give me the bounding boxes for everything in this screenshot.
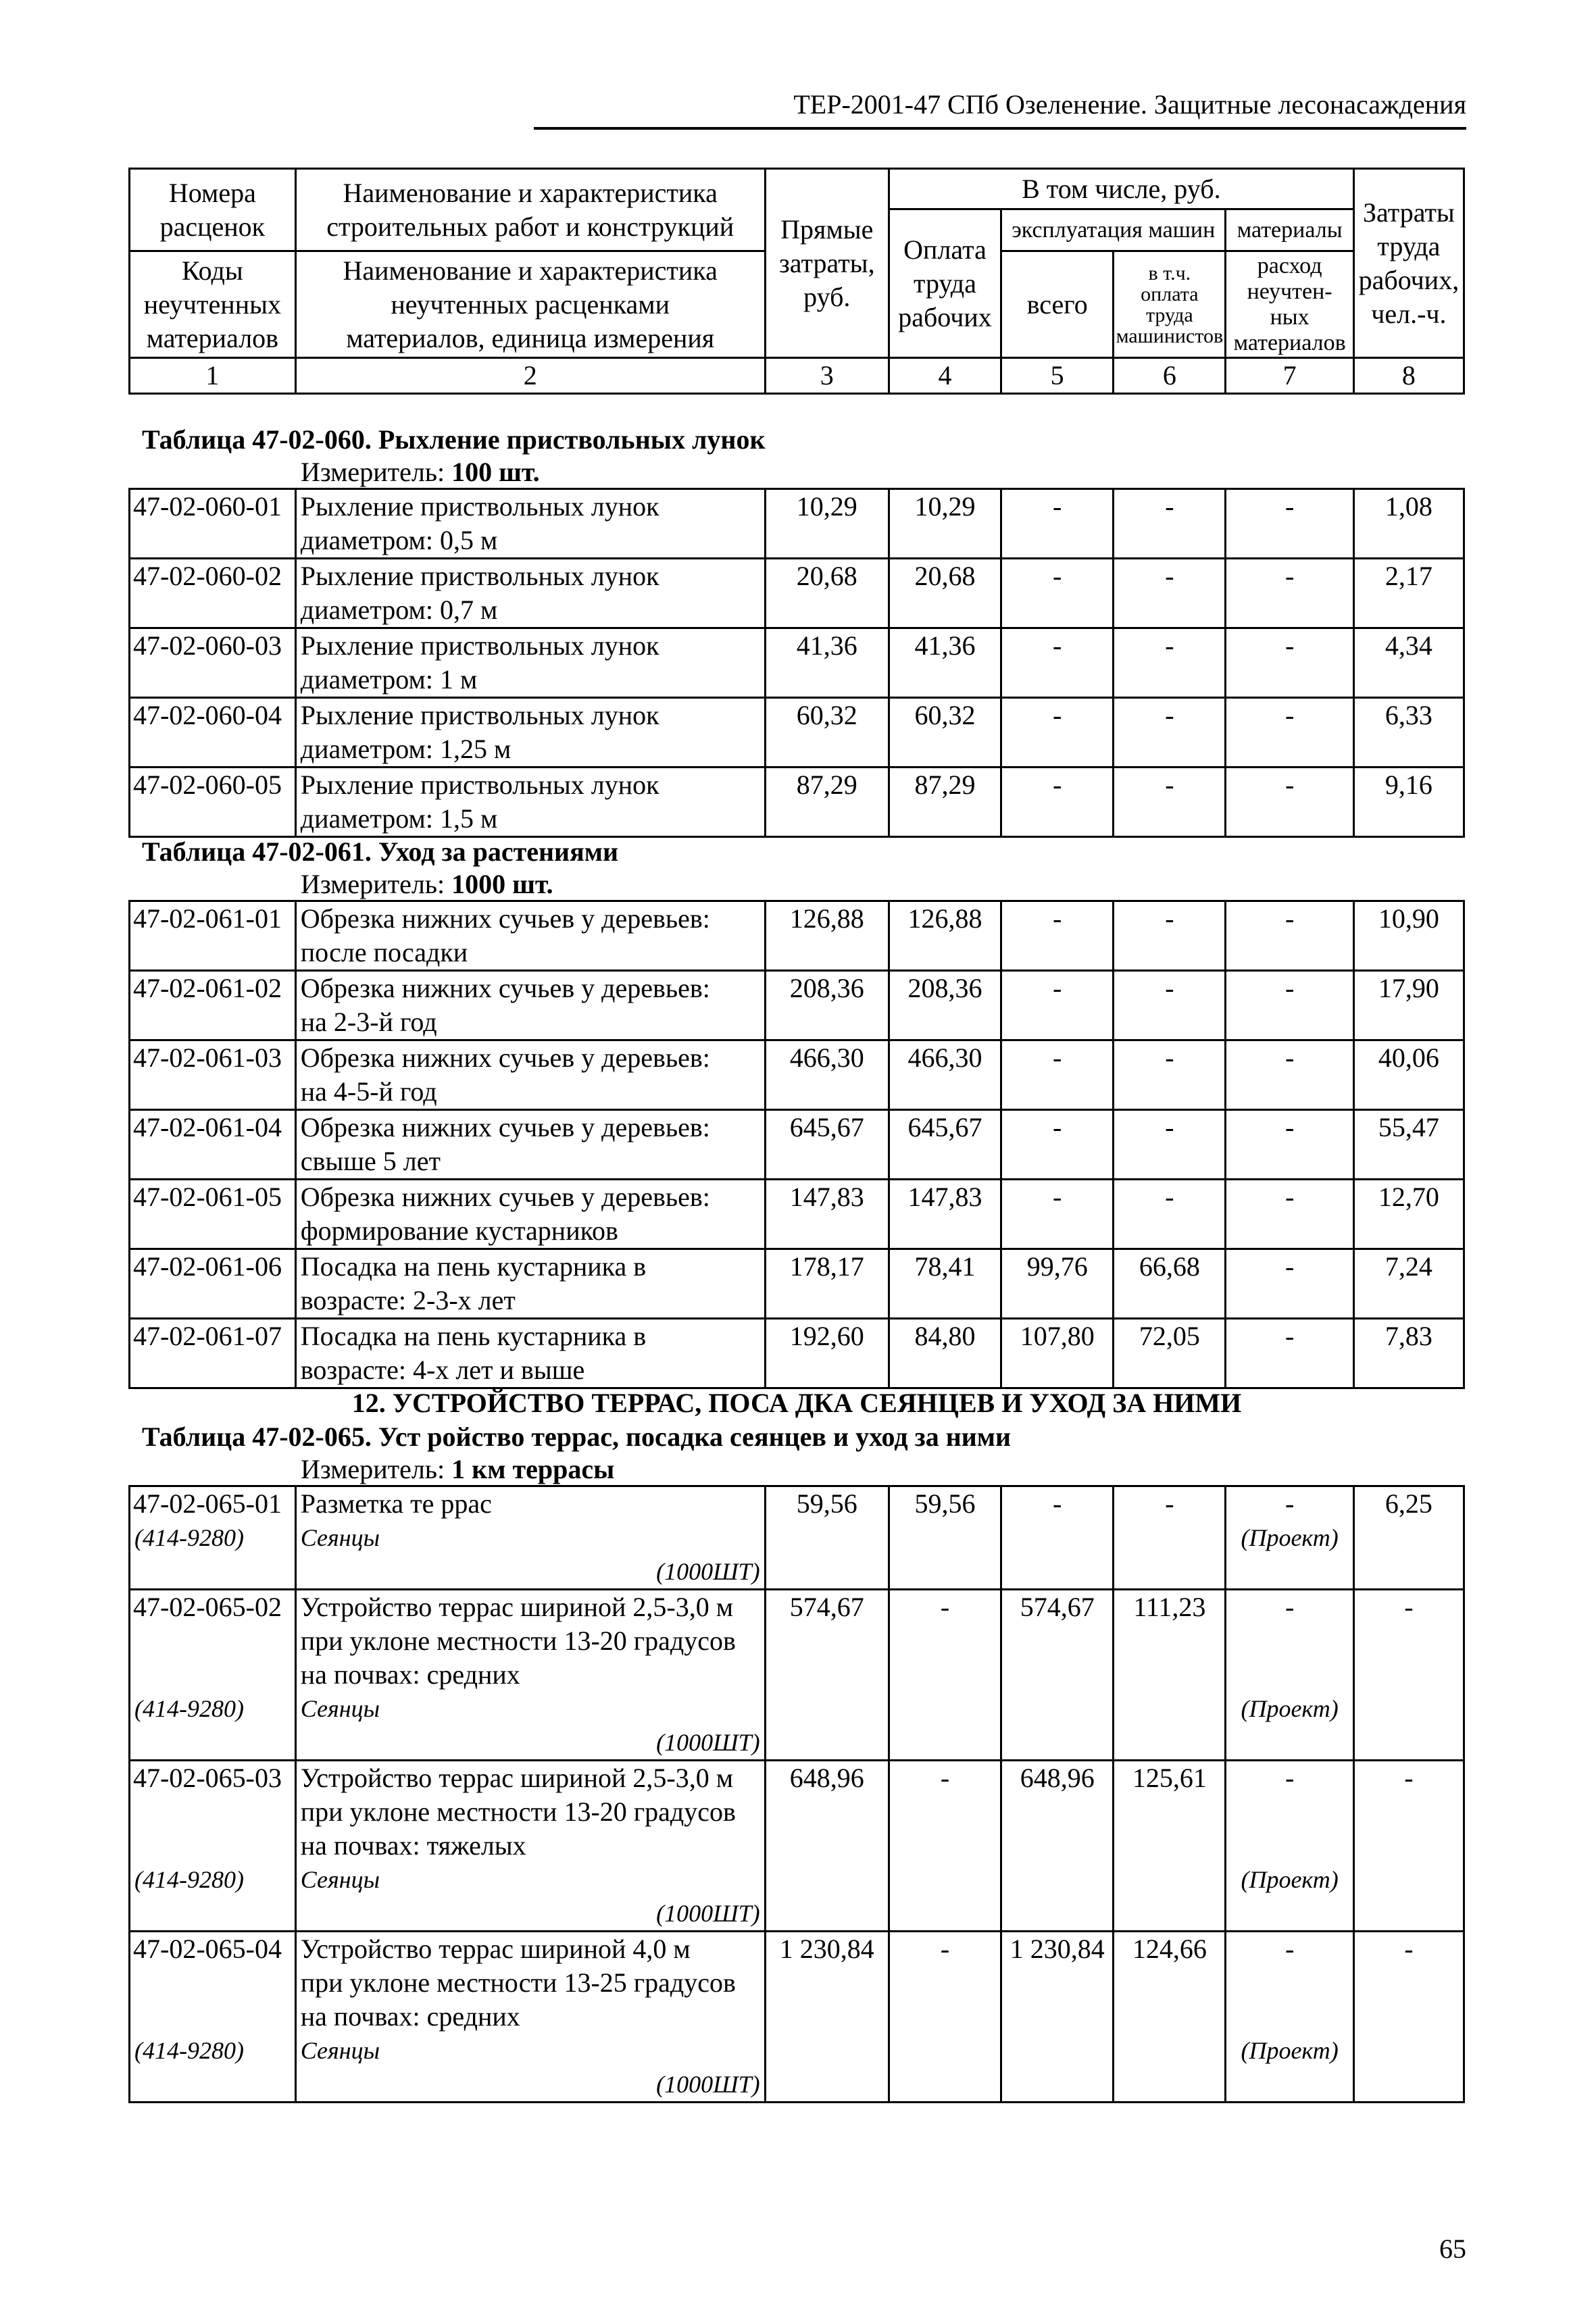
cell-labor-hours: 40,06 bbox=[1353, 1040, 1464, 1110]
cell-machines-total: - bbox=[1001, 971, 1114, 1040]
table-row bbox=[130, 698, 1464, 768]
cell-direct-cost: 1 230,84 bbox=[765, 1932, 889, 2103]
col2-bottom-header: Наименование и характеристика неучтенных расценками материалов, единица измерения bbox=[295, 251, 765, 358]
table-row bbox=[130, 559, 1464, 628]
row-name: Рыхление приствольных лунок диаметром: 1,25 м bbox=[295, 698, 765, 768]
row-name: Рыхление приствольных лунок диаметром: 1,5 м bbox=[295, 768, 765, 837]
table-row bbox=[130, 971, 1464, 1040]
col4-header: Оплата труда рабочих bbox=[889, 209, 1001, 358]
cell-materials: - bbox=[1226, 1110, 1353, 1180]
cell-operator-pay: - bbox=[1114, 901, 1226, 971]
cell-labor-hours: - bbox=[1353, 1761, 1464, 1932]
row-name: Разметка те ррас bbox=[295, 1486, 765, 1521]
row-name: Посадка на пень кустарника в возрасте: 2-3-х лет bbox=[295, 1249, 765, 1319]
material-code: (414-9280) bbox=[130, 2034, 296, 2067]
cell-machines-total: 107,80 bbox=[1001, 1319, 1114, 1388]
material-name: Сеянцы bbox=[295, 1863, 765, 1896]
cell-operator-pay: - bbox=[1114, 1180, 1226, 1249]
cell-labor-pay: 60,32 bbox=[889, 698, 1001, 768]
cell-direct-cost: 87,29 bbox=[765, 768, 889, 837]
cell-direct-cost: 648,96 bbox=[765, 1761, 889, 1932]
row-name: Устройство террас шириной 4,0 м при уклоне местности 13-25 градусов на почвах: средних bbox=[295, 1932, 765, 2034]
material-code: (414-9280) bbox=[130, 1863, 296, 1896]
row-name: Рыхление приствольных лунок диаметром: 0,7 м bbox=[295, 559, 765, 628]
cell-operator-pay: - bbox=[1114, 628, 1226, 698]
cell-labor-hours: 7,24 bbox=[1353, 1249, 1464, 1319]
table-065-measure: Измеритель: 1 км террасы bbox=[301, 1454, 615, 1484]
cell-labor-hours: - bbox=[1353, 1932, 1464, 2103]
cell-machines-total: 99,76 bbox=[1001, 1249, 1114, 1319]
cell-labor-pay: 20,68 bbox=[889, 559, 1001, 628]
row-code: 47-02-061-04 bbox=[130, 1110, 296, 1180]
row-code: 47-02-061-05 bbox=[130, 1180, 296, 1249]
cell-labor-hours: 9,16 bbox=[1353, 768, 1464, 837]
cell-labor-hours: 12,70 bbox=[1353, 1180, 1464, 1249]
cell-labor-pay: - bbox=[889, 1932, 1001, 2103]
table-row bbox=[130, 1486, 1464, 1521]
cell-labor-hours: 17,90 bbox=[1353, 971, 1464, 1040]
col6-header: в т.ч. оплата труда машинистов bbox=[1114, 251, 1226, 358]
table-060-title: Таблица 47-02-060. Рыхление приствольных лунок bbox=[142, 424, 766, 455]
cell-direct-cost: 645,67 bbox=[765, 1110, 889, 1180]
cell-operator-pay: 72,05 bbox=[1114, 1319, 1226, 1388]
row-code: 47-02-065-04 bbox=[130, 1932, 296, 2034]
cell-direct-cost: 192,60 bbox=[765, 1319, 889, 1388]
cell-materials: - bbox=[1226, 1486, 1353, 1521]
cell-labor-hours: 2,17 bbox=[1353, 559, 1464, 628]
cell-labor-hours: 6,33 bbox=[1353, 698, 1464, 768]
row-name: Обрезка нижних сучьев у деревьев: свыше 5 лет bbox=[295, 1110, 765, 1180]
cell-operator-pay: 125,61 bbox=[1114, 1761, 1226, 1932]
table-row bbox=[130, 1319, 1464, 1388]
cell-labor-pay: 126,88 bbox=[889, 901, 1001, 971]
cell-labor-hours: 4,34 bbox=[1353, 628, 1464, 698]
material-consumption: (Проект) bbox=[1226, 1863, 1353, 1896]
cell-machines-total: - bbox=[1001, 559, 1114, 628]
column-number: 4 bbox=[889, 358, 1001, 394]
row-code: 47-02-060-02 bbox=[130, 559, 296, 628]
cell-machines-total: 1 230,84 bbox=[1001, 1932, 1114, 2103]
material-consumption: (Проект) bbox=[1226, 1521, 1353, 1555]
cell-materials: - bbox=[1226, 1180, 1353, 1249]
cell-machines-total: - bbox=[1001, 1110, 1114, 1180]
column-header-table bbox=[128, 168, 1465, 395]
row-code: 47-02-061-06 bbox=[130, 1249, 296, 1319]
cell-direct-cost: 60,32 bbox=[765, 698, 889, 768]
table-row bbox=[130, 901, 1464, 971]
cell-labor-pay: 41,36 bbox=[889, 628, 1001, 698]
group-header: В том числе, руб. bbox=[889, 169, 1353, 209]
cell-direct-cost: 20,68 bbox=[765, 559, 889, 628]
cell-direct-cost: 59,56 bbox=[765, 1486, 889, 1590]
cell-operator-pay: 66,68 bbox=[1114, 1249, 1226, 1319]
table-061-measure: Измеритель: 1000 шт. bbox=[301, 869, 553, 899]
cell-direct-cost: 147,83 bbox=[765, 1180, 889, 1249]
column-number: 2 bbox=[295, 358, 765, 394]
row-code: 47-02-060-03 bbox=[130, 628, 296, 698]
cell-direct-cost: 178,17 bbox=[765, 1249, 889, 1319]
cell-materials: - bbox=[1226, 698, 1353, 768]
cell-labor-pay: - bbox=[889, 1761, 1001, 1932]
table-061 bbox=[128, 900, 1465, 1389]
page-number: 65 bbox=[1439, 2234, 1466, 2264]
materials-header: материалы bbox=[1226, 209, 1353, 251]
column-number: 8 bbox=[1353, 358, 1464, 394]
row-name: Обрезка нижних сучьев у деревьев: формирование кустарников bbox=[295, 1180, 765, 1249]
table-row bbox=[130, 768, 1464, 837]
cell-machines-total: - bbox=[1001, 1040, 1114, 1110]
cell-machines-total: - bbox=[1001, 489, 1114, 559]
table-row bbox=[130, 1110, 1464, 1180]
material-consumption: (Проект) bbox=[1226, 1692, 1353, 1726]
cell-operator-pay: - bbox=[1114, 1040, 1226, 1110]
cell-labor-pay: - bbox=[889, 1590, 1001, 1761]
cell-materials: - bbox=[1226, 1761, 1353, 1863]
cell-operator-pay: - bbox=[1114, 768, 1226, 837]
col7-header: расход неучтен- ных материалов bbox=[1226, 251, 1353, 358]
cell-machines-total: - bbox=[1001, 768, 1114, 837]
row-code: 47-02-060-05 bbox=[130, 768, 296, 837]
cell-labor-pay: 208,36 bbox=[889, 971, 1001, 1040]
table-row bbox=[130, 1932, 1464, 2034]
table-060 bbox=[128, 488, 1465, 838]
material-code: (414-9280) bbox=[130, 1521, 296, 1555]
cell-labor-pay: 87,29 bbox=[889, 768, 1001, 837]
material-unit: (1000ШТ) bbox=[295, 1555, 765, 1590]
row-code: 47-02-065-01 bbox=[130, 1486, 296, 1521]
row-name: Обрезка нижних сучьев у деревьев: на 2-3-й год bbox=[295, 971, 765, 1040]
column-number: 6 bbox=[1114, 358, 1226, 394]
cell-labor-hours: 6,25 bbox=[1353, 1486, 1464, 1590]
row-name: Посадка на пень кустарника в возрасте: 4-х лет и выше bbox=[295, 1319, 765, 1388]
row-code: 47-02-060-04 bbox=[130, 698, 296, 768]
cell-machines-total: 648,96 bbox=[1001, 1761, 1114, 1932]
material-code: (414-9280) bbox=[130, 1692, 296, 1726]
table-row bbox=[130, 1590, 1464, 1692]
table-row bbox=[130, 1761, 1464, 1863]
table-065 bbox=[128, 1485, 1465, 2103]
cell-machines-total: - bbox=[1001, 901, 1114, 971]
cell-operator-pay: - bbox=[1114, 1110, 1226, 1180]
cell-labor-hours: 1,08 bbox=[1353, 489, 1464, 559]
row-code: 47-02-065-03 bbox=[130, 1761, 296, 1863]
cell-direct-cost: 10,29 bbox=[765, 489, 889, 559]
cell-labor-pay: 84,80 bbox=[889, 1319, 1001, 1388]
cell-materials: - bbox=[1226, 628, 1353, 698]
cell-labor-hours: 55,47 bbox=[1353, 1110, 1464, 1180]
cell-machines-total: - bbox=[1001, 628, 1114, 698]
table-row bbox=[130, 1249, 1464, 1319]
column-number-row bbox=[130, 358, 1464, 394]
cell-materials: - bbox=[1226, 489, 1353, 559]
table-row bbox=[130, 1040, 1464, 1110]
table-061-title: Таблица 47-02-061. Уход за растениями bbox=[142, 836, 618, 867]
cell-operator-pay: 111,23 bbox=[1114, 1590, 1226, 1761]
cell-direct-cost: 574,67 bbox=[765, 1590, 889, 1761]
col2-top-header: Наименование и характеристика строительных работ и конструкций bbox=[295, 169, 765, 251]
table-060-measure: Измеритель: 100 шт. bbox=[301, 457, 540, 487]
machines-header: эксплуатация машин bbox=[1001, 209, 1226, 251]
cell-operator-pay: - bbox=[1114, 971, 1226, 1040]
material-unit: (1000ШТ) bbox=[295, 1726, 765, 1761]
material-unit: (1000ШТ) bbox=[295, 1896, 765, 1932]
table-row bbox=[130, 489, 1464, 559]
section-title: 12. УСТРОЙСТВО ТЕРРАС, ПОСА ДКА СЕЯНЦЕВ И УХОД ЗА НИМИ bbox=[351, 1388, 1242, 1418]
cell-operator-pay: 124,66 bbox=[1114, 1932, 1226, 2103]
cell-materials: - bbox=[1226, 901, 1353, 971]
column-number: 5 bbox=[1001, 358, 1114, 394]
material-name: Сеянцы bbox=[295, 2034, 765, 2067]
row-name: Рыхление приствольных лунок диаметром: 0,5 м bbox=[295, 489, 765, 559]
cell-materials: - bbox=[1226, 1040, 1353, 1110]
material-name: Сеянцы bbox=[295, 1521, 765, 1555]
cell-labor-hours: 7,83 bbox=[1353, 1319, 1464, 1388]
row-name: Рыхление приствольных лунок диаметром: 1 м bbox=[295, 628, 765, 698]
column-number: 3 bbox=[765, 358, 889, 394]
cell-operator-pay: - bbox=[1114, 559, 1226, 628]
col1-top-header: Номера расценок bbox=[130, 169, 296, 251]
cell-labor-pay: 78,41 bbox=[889, 1249, 1001, 1319]
cell-operator-pay: - bbox=[1114, 698, 1226, 768]
row-code: 47-02-060-01 bbox=[130, 489, 296, 559]
row-code: 47-02-061-02 bbox=[130, 971, 296, 1040]
cell-machines-total: - bbox=[1001, 698, 1114, 768]
row-code: 47-02-061-01 bbox=[130, 901, 296, 971]
cell-labor-pay: 645,67 bbox=[889, 1110, 1001, 1180]
table-row bbox=[130, 1180, 1464, 1249]
cell-materials: - bbox=[1226, 1319, 1353, 1388]
cell-direct-cost: 208,36 bbox=[765, 971, 889, 1040]
row-name: Обрезка нижних сучьев у деревьев: на 4-5-й год bbox=[295, 1040, 765, 1110]
row-name: Устройство террас шириной 2,5-3,0 м при уклоне местности 13-20 градусов на почвах: средних bbox=[295, 1590, 765, 1692]
material-name: Сеянцы bbox=[295, 1692, 765, 1726]
header-rule bbox=[534, 127, 1466, 130]
cell-direct-cost: 126,88 bbox=[765, 901, 889, 971]
cell-materials: - bbox=[1226, 1249, 1353, 1319]
cell-materials: - bbox=[1226, 768, 1353, 837]
cell-labor-pay: 59,56 bbox=[889, 1486, 1001, 1590]
running-title: ТЕР-2001-47 СПб Озеленение. Защитные лесонасаждения bbox=[793, 89, 1466, 120]
column-number: 1 bbox=[130, 358, 296, 394]
cell-operator-pay: - bbox=[1114, 1486, 1226, 1590]
cell-materials: - bbox=[1226, 971, 1353, 1040]
row-name: Устройство террас шириной 2,5-3,0 м при уклоне местности 13-20 градусов на почвах: тяжелых bbox=[295, 1761, 765, 1863]
col8-header: Затраты труда рабочих, чел.-ч. bbox=[1353, 169, 1464, 358]
cell-direct-cost: 41,36 bbox=[765, 628, 889, 698]
cell-machines-total: - bbox=[1001, 1180, 1114, 1249]
column-number: 7 bbox=[1226, 358, 1353, 394]
material-unit: (1000ШТ) bbox=[295, 2067, 765, 2103]
cell-labor-pay: 466,30 bbox=[889, 1040, 1001, 1110]
cell-labor-pay: 147,83 bbox=[889, 1180, 1001, 1249]
col3-header: Прямые затраты, руб. bbox=[765, 169, 889, 358]
table-065-title: Таблица 47-02-065. Уст ройство террас, посадка сеянцев и уход за ними bbox=[142, 1422, 1012, 1452]
table-row bbox=[130, 628, 1464, 698]
row-code: 47-02-065-02 bbox=[130, 1590, 296, 1692]
cell-materials: - bbox=[1226, 559, 1353, 628]
cell-labor-hours: 10,90 bbox=[1353, 901, 1464, 971]
cell-labor-hours: - bbox=[1353, 1590, 1464, 1761]
cell-materials: - bbox=[1226, 1932, 1353, 2034]
row-code: 47-02-061-07 bbox=[130, 1319, 296, 1388]
cell-materials: - bbox=[1226, 1590, 1353, 1692]
cell-machines-total: - bbox=[1001, 1486, 1114, 1590]
row-code: 47-02-061-03 bbox=[130, 1040, 296, 1110]
cell-direct-cost: 466,30 bbox=[765, 1040, 889, 1110]
cell-machines-total: 574,67 bbox=[1001, 1590, 1114, 1761]
col1-bottom-header: Коды неучтенных материалов bbox=[130, 251, 296, 358]
cell-operator-pay: - bbox=[1114, 489, 1226, 559]
cell-labor-pay: 10,29 bbox=[889, 489, 1001, 559]
row-name: Обрезка нижних сучьев у деревьев: после посадки bbox=[295, 901, 765, 971]
col5-header: всего bbox=[1001, 251, 1114, 358]
material-consumption: (Проект) bbox=[1226, 2034, 1353, 2067]
